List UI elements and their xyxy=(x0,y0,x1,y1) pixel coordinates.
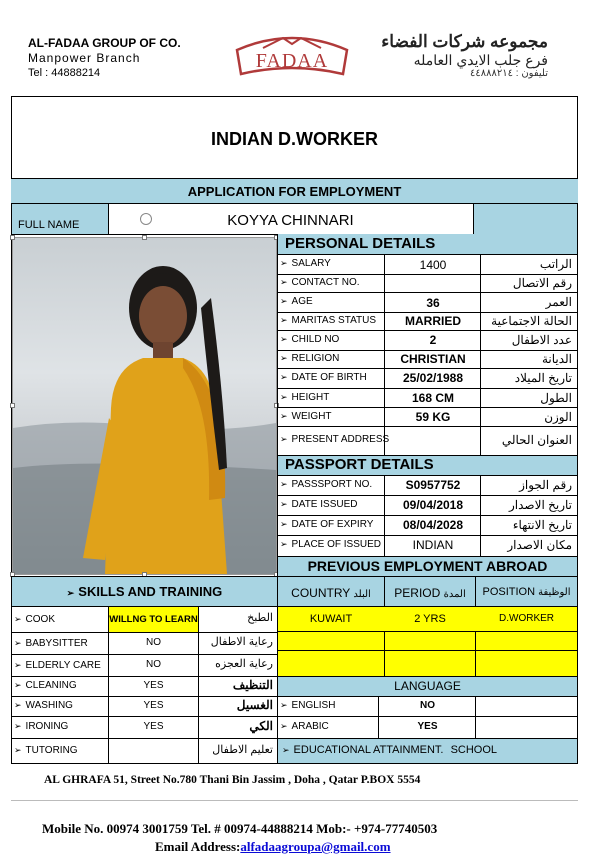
cook-value: WILLNG TO LEARN xyxy=(109,614,198,625)
tutoring-label-ar: تعليم الاطفال xyxy=(212,744,273,756)
salary-value: 1400 xyxy=(419,258,447,272)
email-link[interactable]: alfadaagroupa@gmail.com xyxy=(240,839,391,854)
language-row-arabic: ➢ ARABIC YES xyxy=(278,716,577,738)
cleaning-value: YES xyxy=(143,680,164,691)
footer-address: AL GHRAFA 51, Street No.780 Thani Bin Jassim , Doha , Qatar P.BOX 5554 xyxy=(44,774,421,786)
cleaning-label-ar: التنظيف xyxy=(232,678,273,692)
date-expiry-label-ar: تاريخ الانتهاء xyxy=(512,518,572,532)
washing-value: YES xyxy=(143,700,164,711)
education-label: ➢ EDUCATIONAL ATTAINMENT. SCHOOL xyxy=(282,744,498,756)
children-value: 2 xyxy=(429,333,437,347)
elderly-care-label-ar: رعاية العجزه xyxy=(215,658,273,670)
company-name-en: AL-FADAA GROUP OF CO. xyxy=(28,36,181,50)
personal-row-children: ➢ CHILD NO 2 عدد الاطفال xyxy=(280,333,572,347)
date-expiry-label: DATE OF EXPIRY xyxy=(291,519,374,530)
logo-text: FADAA xyxy=(255,50,329,72)
passport-details-title: PASSPORT DETAILS xyxy=(285,456,434,473)
page-title: INDIAN D.WORKER xyxy=(211,129,378,149)
height-label: HEIGHT xyxy=(291,392,330,403)
country-col-header: COUNTRY البلد xyxy=(291,586,371,600)
personal-row-weight: ➢ WEIGHT 59 KG الوزن xyxy=(280,410,572,424)
cook-label: COOK xyxy=(25,614,55,625)
passport-no-label-ar: رقم الجواز xyxy=(519,478,572,492)
prev-row-2 xyxy=(278,632,577,650)
babysitter-label: BABYSITTER xyxy=(25,638,88,649)
passport-row-issued: ➢ DATE ISSUED 09/04/2018 تاريخ الاصدار xyxy=(280,498,572,512)
date-expiry-value: 08/04/2028 xyxy=(402,518,464,532)
prev-position-value: D.WORKER xyxy=(499,613,554,624)
height-value: 168 CM xyxy=(411,391,455,405)
prev-country-value: KUWAIT xyxy=(309,613,353,625)
weight-label: WEIGHT xyxy=(291,411,332,422)
english-value: NO xyxy=(420,700,435,711)
dob-label-ar: تاريخ الميلاد xyxy=(514,371,572,385)
babysitter-label-ar: رعاية الاطفال xyxy=(210,636,273,648)
contact-label-ar: رقم الاتصال xyxy=(512,276,572,290)
contact-label: CONTACT NO. xyxy=(291,277,360,288)
skill-row-tutoring: ➢ TUTORING تعليم الاطفال xyxy=(14,744,273,756)
company-name-ar: مجموعه شركات الفضاء xyxy=(381,32,548,51)
skill-row-cook: ➢ COOK WILLNG TO LEARN الطبخ xyxy=(14,612,273,625)
religion-label: RELIGION xyxy=(291,353,340,364)
footer-contact: Mobile No. 00974 3001759 Tel. # 00974-44888214 Mob:- +974-77740503 xyxy=(42,821,438,836)
personal-row-marital: ➢ MARITAS STATUS MARRIED الحالة الاجتماعية xyxy=(280,314,572,328)
cleaning-label: CLEANING xyxy=(25,680,77,691)
skill-row-cleaning: ➢ CLEANING YES التنظيف xyxy=(14,678,273,692)
full-name-label: FULL NAME xyxy=(18,219,80,231)
date-issued-label: DATE ISSUED xyxy=(291,499,358,510)
salary-label: SALARY xyxy=(291,258,331,269)
salary-label-ar: الراتب xyxy=(539,257,572,271)
english-label: ENGLISH xyxy=(291,700,336,711)
place-issued-label-ar: مكان الاصدار xyxy=(507,538,572,552)
age-label: AGE xyxy=(291,296,313,307)
skill-row-elderly-care: ➢ ELDERLY CARE NO رعاية العجزه xyxy=(14,658,273,671)
cook-label-ar: الطبخ xyxy=(247,612,273,624)
branch-name-en: Manpower Branch xyxy=(28,51,141,65)
prev-row-3 xyxy=(278,651,577,676)
skill-row-ironing: ➢ IRONING YES الكي xyxy=(14,719,273,733)
footer-email-line xyxy=(155,840,391,853)
company-tel-ar: تليفون : ٤٤٨٨٨٢١٤ xyxy=(470,68,548,79)
skills-title: ➢ SKILLS AND TRAINING xyxy=(66,584,223,599)
language-title: LANGUAGE xyxy=(394,679,461,693)
age-value: 36 xyxy=(426,296,440,310)
rotate-handle-icon[interactable] xyxy=(140,213,152,225)
ironing-value: YES xyxy=(143,721,164,732)
religion-label-ar: الديانة xyxy=(541,352,572,366)
previous-employment-title: PREVIOUS EMPLOYMENT ABROAD xyxy=(307,558,548,574)
company-tel-en: Tel : 44888214 xyxy=(28,67,101,79)
tutoring-label: TUTORING xyxy=(25,745,78,756)
language-row-english: ➢ ENGLISH NO xyxy=(278,696,577,716)
passport-no-value: S0957752 xyxy=(405,478,461,492)
company-logo xyxy=(233,28,351,78)
position-col-header: POSITION الوظيفة xyxy=(482,586,571,598)
elderly-care-value: NO xyxy=(146,659,161,670)
prev-period-value: 2 YRS xyxy=(414,613,446,625)
period-col-header: PERIOD المدة xyxy=(394,586,466,600)
age-label-ar: العمر xyxy=(545,295,572,309)
branch-name-ar: فرع جلب الايدي العامله xyxy=(413,52,548,68)
weight-label-ar: الوزن xyxy=(544,410,572,424)
religion-value: CHRISTIAN xyxy=(400,352,466,366)
skill-row-babysitter: ➢ BABYSITTER NO رعاية الاطفال xyxy=(14,636,273,649)
personal-row-age: ➢ AGE 36 العمر xyxy=(280,295,572,310)
babysitter-value: NO xyxy=(146,637,161,648)
ironing-label-ar: الكي xyxy=(249,719,273,733)
date-issued-value: 09/04/2018 xyxy=(402,498,464,512)
skill-row-washing: ➢ WASHING YES الغسيل xyxy=(14,698,273,712)
washing-label: WASHING xyxy=(25,700,73,711)
washing-label-ar: الغسيل xyxy=(236,698,273,712)
email-label: Email Address: xyxy=(155,839,241,854)
children-label-ar: عدد الاطفال xyxy=(511,333,572,347)
personal-row-dob: ➢ DATE OF BIRTH 25/02/1988 تاريخ الميلاد xyxy=(280,371,572,385)
passport-no-label: PASSSPORT NO. xyxy=(291,479,373,490)
address-label-ar: العنوان الحالي xyxy=(501,433,572,447)
marital-label: MARITAS STATUS xyxy=(291,315,376,326)
date-issued-label-ar: تاريخ الاصدار xyxy=(508,498,572,512)
passport-row-place: ➢ PLACE OF ISSUED INDIAN مكان الاصدار xyxy=(280,538,572,552)
arabic-label: ARABIC xyxy=(291,721,329,732)
personal-row-contact: ➢ CONTACT NO. رقم الاتصال xyxy=(280,276,572,290)
dob-value: 25/02/1988 xyxy=(402,371,464,385)
photo-selection-frame[interactable] xyxy=(12,237,277,575)
full-name-value: KOYYA CHINNARI xyxy=(227,212,354,229)
personal-details-title: PERSONAL DETAILS xyxy=(285,235,436,252)
arabic-value: YES xyxy=(417,721,438,732)
elderly-care-label: ELDERLY CARE xyxy=(25,660,101,671)
ironing-label: IRONING xyxy=(25,721,69,732)
height-label-ar: الطول xyxy=(540,391,572,405)
place-issued-value: INDIAN xyxy=(412,538,454,552)
full-name-right-cell xyxy=(473,204,577,234)
marital-label-ar: الحالة الاجتماعية xyxy=(491,314,572,328)
address-label: PRESENT ADDRESS xyxy=(291,434,390,445)
weight-value: 59 KG xyxy=(415,410,451,424)
children-label: CHILD NO xyxy=(291,334,340,345)
marital-value: MARRIED xyxy=(405,314,461,328)
personal-row-religion: ➢ RELIGION CHRISTIAN الديانة xyxy=(280,352,572,366)
passport-row-number: ➢ PASSSPORT NO. S0957752 رقم الجواز xyxy=(280,478,572,492)
application-title: APPLICATION FOR EMPLOYMENT xyxy=(187,184,402,199)
personal-row-address: ➢ PRESENT ADDRESS العنوان الحالي xyxy=(280,433,572,447)
education-value: SCHOOL xyxy=(450,744,498,756)
personal-row-salary: ➢ SALARY 1400 الراتب xyxy=(280,257,572,272)
place-issued-label: PLACE OF ISSUED xyxy=(291,539,382,550)
dob-label: DATE OF BIRTH xyxy=(291,372,367,383)
personal-row-height: ➢ HEIGHT 168 CM الطول xyxy=(280,391,572,405)
passport-row-expiry: ➢ DATE OF EXPIRY 08/04/2028 تاريخ الانتهاء xyxy=(280,518,572,532)
